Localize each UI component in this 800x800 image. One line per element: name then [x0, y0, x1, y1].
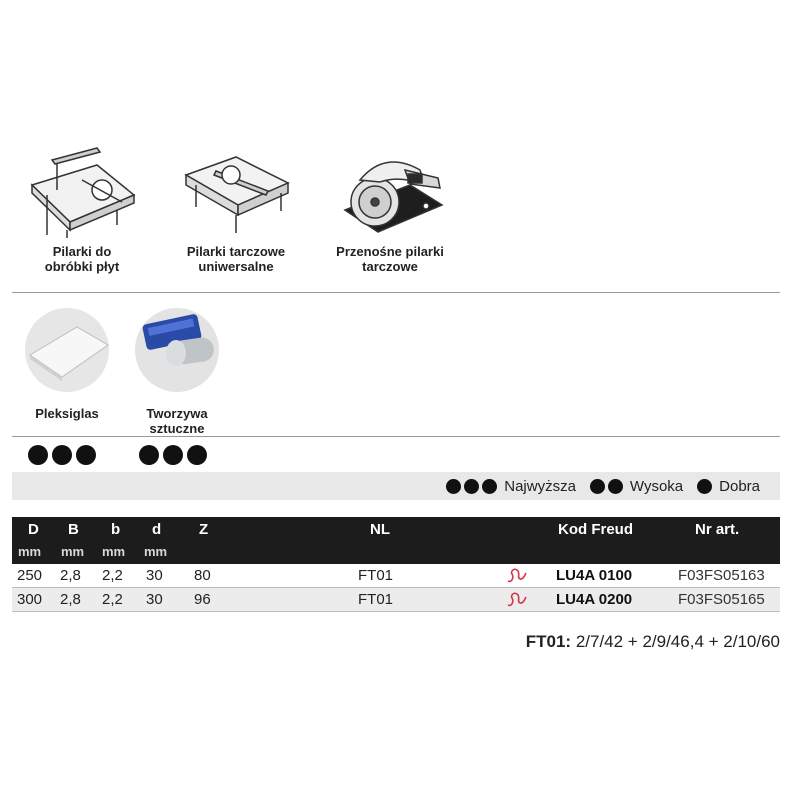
material-label-line: sztuczne — [149, 421, 205, 436]
cell-NL: FT01 — [358, 567, 394, 584]
footnote-key: FT01: — [525, 632, 572, 651]
legend-dot — [446, 479, 461, 494]
cell-D: 300 — [17, 591, 43, 608]
plastic-profiles-icon — [132, 382, 222, 399]
machine-circular-saw — [320, 140, 460, 274]
cell-d: 30 — [146, 591, 163, 608]
machine-label-line: Pilarki tarczowe — [186, 244, 286, 259]
cell-d: 30 — [146, 567, 163, 584]
circular-saw-icon — [320, 140, 460, 240]
table-row — [12, 564, 780, 587]
machine-label-line: tarczowe — [362, 259, 418, 274]
legend-dot — [482, 479, 497, 494]
header-Z: Z — [199, 521, 209, 538]
cell-nr: F03FS05165 — [678, 591, 765, 608]
legend-highest: Najwyższa — [504, 478, 576, 495]
legend-dot — [697, 479, 712, 494]
cell-B: 2,8 — [60, 591, 81, 608]
header-d: d — [152, 521, 162, 538]
legend-dot — [464, 479, 479, 494]
legend-dot — [608, 479, 623, 494]
unit-D: mm — [18, 544, 42, 559]
machine-panel-saw — [12, 140, 152, 274]
material-label-line: Tworzywa — [146, 406, 208, 421]
table-row — [12, 588, 780, 611]
tooth-profile-icon — [506, 589, 528, 613]
header-b: b — [111, 521, 121, 538]
machine-table-saw — [166, 145, 306, 274]
cell-NL: FT01 — [358, 591, 394, 608]
header-nr: Nr art. — [695, 521, 740, 538]
plexiglass-sheet-icon — [22, 382, 112, 399]
cell-Z: 80 — [194, 567, 211, 584]
cell-b: 2,2 — [102, 567, 123, 584]
rating-dot — [52, 445, 72, 465]
tooth-profile-icon — [506, 565, 528, 589]
rating-dot — [163, 445, 183, 465]
material-label — [122, 406, 232, 436]
row-divider — [12, 611, 780, 612]
machine-label — [166, 244, 306, 274]
divider — [12, 436, 780, 437]
table-saw-icon — [166, 145, 306, 240]
unit-d: mm — [144, 544, 168, 559]
machine-label-line: Pilarki do — [52, 244, 112, 259]
machine-label-line: obróbki płyt — [44, 259, 120, 274]
machine-label — [12, 244, 152, 274]
legend-band — [12, 472, 780, 500]
unit-b: mm — [102, 544, 126, 559]
cell-B: 2,8 — [60, 567, 81, 584]
panel-saw-icon — [12, 140, 152, 240]
table-header — [12, 517, 780, 564]
header-D: D — [28, 521, 39, 538]
footnote-value: 2/7/42 + 2/9/46,4 + 2/10/60 — [575, 632, 780, 651]
legend-high: Wysoka — [629, 478, 684, 495]
material-label-line: Pleksiglas — [35, 406, 99, 421]
divider — [12, 292, 780, 293]
rating-dot — [187, 445, 207, 465]
material-plastics — [122, 305, 232, 436]
material-plexiglass — [12, 305, 122, 421]
cell-nr: F03FS05163 — [678, 567, 765, 584]
rating-plastics — [139, 445, 207, 465]
header-kod: Kod Freud — [558, 521, 633, 538]
footnote — [526, 632, 780, 652]
cell-kod: LU4A 0100 — [556, 567, 633, 584]
rating-dot — [28, 445, 48, 465]
rating-dot — [76, 445, 96, 465]
unit-B: mm — [61, 544, 85, 559]
legend-good: Dobra — [719, 478, 760, 495]
cell-b: 2,2 — [102, 591, 123, 608]
rating-legend — [446, 478, 760, 495]
cell-Z: 96 — [194, 591, 211, 608]
cell-D: 250 — [17, 567, 43, 584]
rating-dot — [139, 445, 159, 465]
material-label — [12, 406, 122, 421]
header-NL: NL — [370, 521, 390, 538]
header-B: B — [68, 521, 79, 538]
legend-dot — [590, 479, 605, 494]
machine-label-line: Przenośne pilarki — [336, 244, 444, 259]
machine-label — [320, 244, 460, 274]
rating-plexiglass — [28, 445, 96, 465]
machine-label-line: uniwersalne — [198, 259, 274, 274]
cell-kod: LU4A 0200 — [556, 591, 633, 608]
